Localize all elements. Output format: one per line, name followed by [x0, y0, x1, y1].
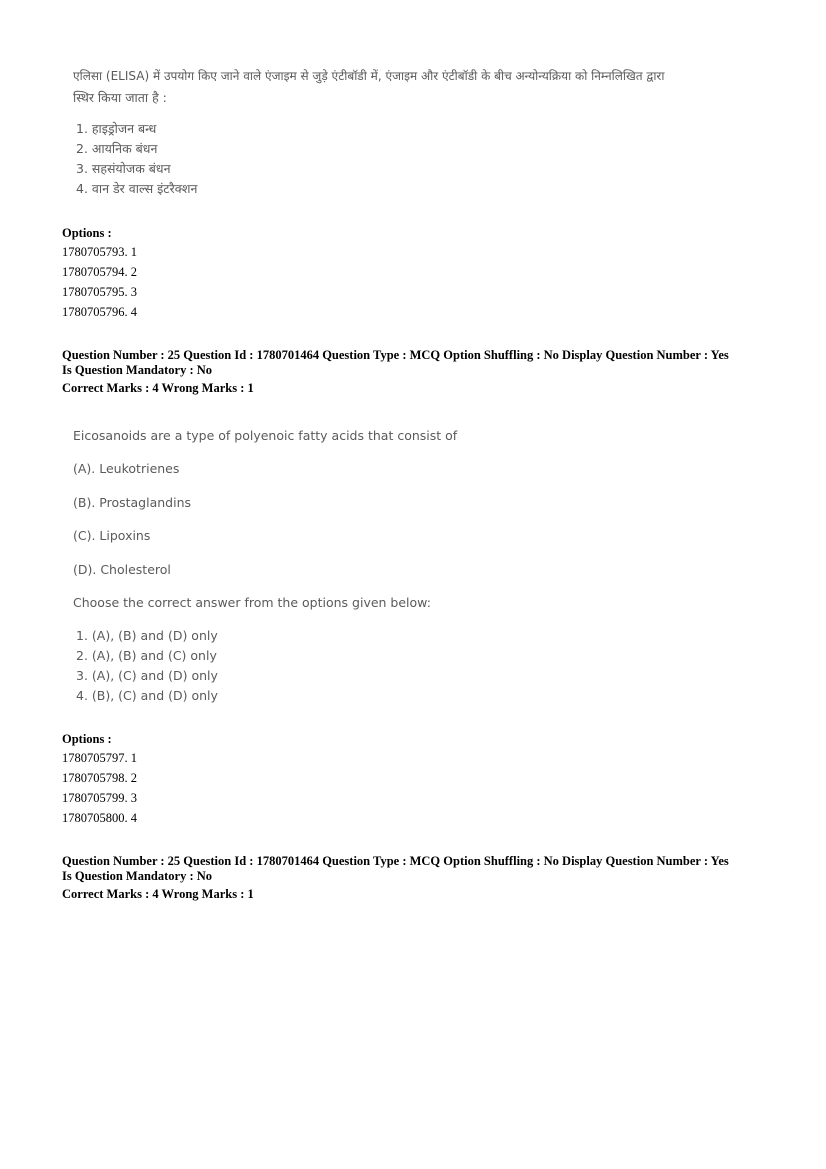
option-item: 1780705796. 4 — [62, 305, 137, 319]
question-2-choice: 4. (B), (C) and (D) only — [76, 688, 218, 703]
question-meta: Question Number : 25 Question Id : 1780701464 Question Type : MCQ Option Shuffling : No Display Question Number : Yes — [62, 854, 729, 868]
option-item: 1780705793. 1 — [62, 245, 137, 259]
question-2-choice: 1. (A), (B) and (D) only — [76, 628, 218, 643]
option-item: 1780705798. 2 — [62, 771, 137, 785]
question-1-stem-line-1: एलिसा (ELISA) में उपयोग किए जाने वाले एंजाइम से जुड़े एंटीबॉडी में, एंजाइम और एंटीबॉडी के बीच अन्योन्यक्रिया को निम्नलिखित द्वारा — [73, 69, 665, 83]
question-marks: Correct Marks : 4 Wrong Marks : 1 — [62, 887, 254, 901]
question-2-stem: Eicosanoids are a type of polyenoic fatty acids that consist of — [73, 428, 458, 443]
question-2-item: (B). Prostaglandins — [73, 495, 192, 510]
question-2-item: (A). Leukotrienes — [73, 461, 180, 476]
question-1-choice: 2. आयनिक बंधन — [76, 141, 158, 156]
question-2-choice: 3. (A), (C) and (D) only — [76, 668, 218, 683]
option-item: 1780705799. 3 — [62, 791, 137, 805]
question-1-stem-line-2: स्थिर किया जाता है : — [73, 90, 167, 105]
question-1-choice: 1. हाइड्रोजन बन्ध — [76, 121, 157, 136]
question-1-choice: 4. वान डेर वाल्स इंटरैक्शन — [76, 181, 198, 196]
option-item: 1780705794. 2 — [62, 265, 137, 279]
question-mandatory: Is Question Mandatory : No — [62, 869, 213, 883]
option-item: 1780705797. 1 — [62, 751, 137, 765]
options-label: Options : — [62, 226, 112, 240]
option-item: 1780705795. 3 — [62, 285, 137, 299]
question-2-item: (C). Lipoxins — [73, 528, 151, 543]
question-2-item: (D). Cholesterol — [73, 562, 171, 577]
question-marks: Correct Marks : 4 Wrong Marks : 1 — [62, 381, 254, 395]
option-item: 1780705800. 4 — [62, 811, 137, 825]
options-label: Options : — [62, 732, 112, 746]
question-1-choice: 3. सहसंयोजक बंधन — [76, 161, 171, 176]
question-meta: Question Number : 25 Question Id : 1780701464 Question Type : MCQ Option Shuffling : No Display Question Number : Yes — [62, 348, 729, 362]
question-2-instruction: Choose the correct answer from the options given below: — [73, 595, 431, 610]
question-2-choice: 2. (A), (B) and (C) only — [76, 648, 217, 663]
question-mandatory: Is Question Mandatory : No — [62, 363, 213, 377]
